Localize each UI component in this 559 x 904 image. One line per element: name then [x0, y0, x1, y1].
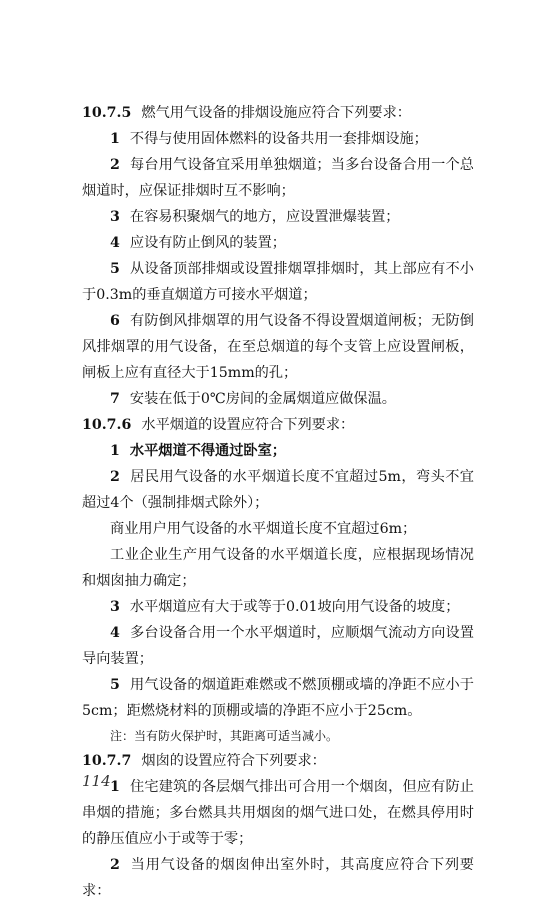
paragraph: 商业用户用气设备的水平烟道长度不宜超过6m； [110, 521, 417, 537]
list-item [82, 774, 474, 852]
item-number: 2 [110, 157, 120, 173]
clause-number: 10.7.5 [82, 105, 132, 121]
item-number: 4 [110, 235, 120, 251]
item-text: 用气设备的烟道距难燃或不燃顶棚或墙的净距不应小于5cm；距燃烧材料的顶棚或墙的净距不应小于25cm。 [82, 677, 474, 719]
item-number: 7 [110, 391, 120, 407]
item-number: 5 [110, 261, 120, 277]
list-item [82, 672, 474, 724]
item-number: 3 [110, 209, 120, 225]
item-number: 4 [110, 625, 120, 641]
list-item [82, 620, 474, 672]
item-text: 当用气设备的烟囱伸出室外时，其高度应符合下列要求： [82, 857, 474, 899]
item-number: 6 [110, 313, 120, 329]
item-text: 每台用气设备宜采用单独烟道；当多台设备合用一个总烟道时，应保证排烟时互不影响； [82, 157, 474, 199]
clause-heading [82, 412, 474, 438]
item-number: 2 [110, 469, 120, 485]
list-item [82, 438, 474, 464]
clause-number: 10.7.7 [82, 753, 132, 769]
item-text: 居民用气设备的水平烟道长度不宜超过5m，弯头不宜超过4个（强制排烟式除外）； [82, 469, 474, 511]
item-text: 从设备顶部排烟或设置排烟罩排烟时，其上部应有不小于0.3m的垂直烟道方可接水平烟道； [82, 261, 474, 303]
list-item [82, 852, 474, 904]
item-text: 不得与使用固体燃料的设备共用一套排烟设施； [129, 131, 428, 147]
document-body [82, 100, 474, 904]
item-number: 3 [110, 599, 120, 615]
list-item [82, 308, 474, 386]
clause-heading-text: 燃气用气设备的排烟设施应符合下列要求： [141, 105, 411, 121]
page-number: 114 [82, 772, 111, 790]
item-text: 在容易积聚烟气的地方，应设置泄爆装置； [129, 209, 400, 225]
list-item [82, 230, 474, 256]
clause-heading [82, 100, 474, 126]
item-number: 1 [110, 131, 120, 147]
note: 注：当有防火保护时，其距离可适当减小。 [110, 729, 339, 743]
clause-heading-text: 烟囱的设置应符合下列要求： [141, 753, 326, 769]
list-item [82, 204, 474, 230]
clause-number: 10.7.6 [82, 417, 132, 433]
item-number: 1 [110, 779, 120, 795]
list-item [82, 256, 474, 308]
list-item [82, 464, 474, 516]
item-number: 1 [110, 443, 120, 459]
list-item [82, 386, 474, 412]
item-text: 水平烟道不得通过卧室； [129, 443, 286, 459]
item-text: 安装在低于0℃房间的金属烟道应做保温。 [129, 391, 396, 407]
clause-heading [82, 748, 474, 774]
item-text: 水平烟道应有大于或等于0.01坡向用气设备的坡度； [129, 599, 460, 615]
item-number: 5 [110, 677, 120, 693]
clause-heading-text: 水平烟道的设置应符合下列要求： [141, 417, 355, 433]
list-item [82, 594, 474, 620]
list-item [82, 126, 474, 152]
item-text: 有防倒风排烟罩的用气设备不得设置烟道闸板；无防倒风排烟罩的用气设备，在至总烟道的每个支管上应设置闸板，闸板上应有直径大于15mm的孔； [82, 313, 474, 381]
item-text: 应设有防止倒风的装置； [129, 235, 286, 251]
paragraph: 工业企业生产用气设备的水平烟道长度，应根据现场情况和烟囱抽力确定； [82, 547, 474, 589]
list-item [82, 152, 474, 204]
item-text: 多台设备合用一个水平烟道时，应顺烟气流动方向设置导向装置； [82, 625, 474, 667]
item-number: 2 [110, 857, 120, 873]
item-text: 住宅建筑的各层烟气排出可合用一个烟囱，但应有防止串烟的措施；多台燃具共用烟囱的烟气进口处，在燃具停用时的静压值应小于或等于零； [82, 779, 474, 847]
